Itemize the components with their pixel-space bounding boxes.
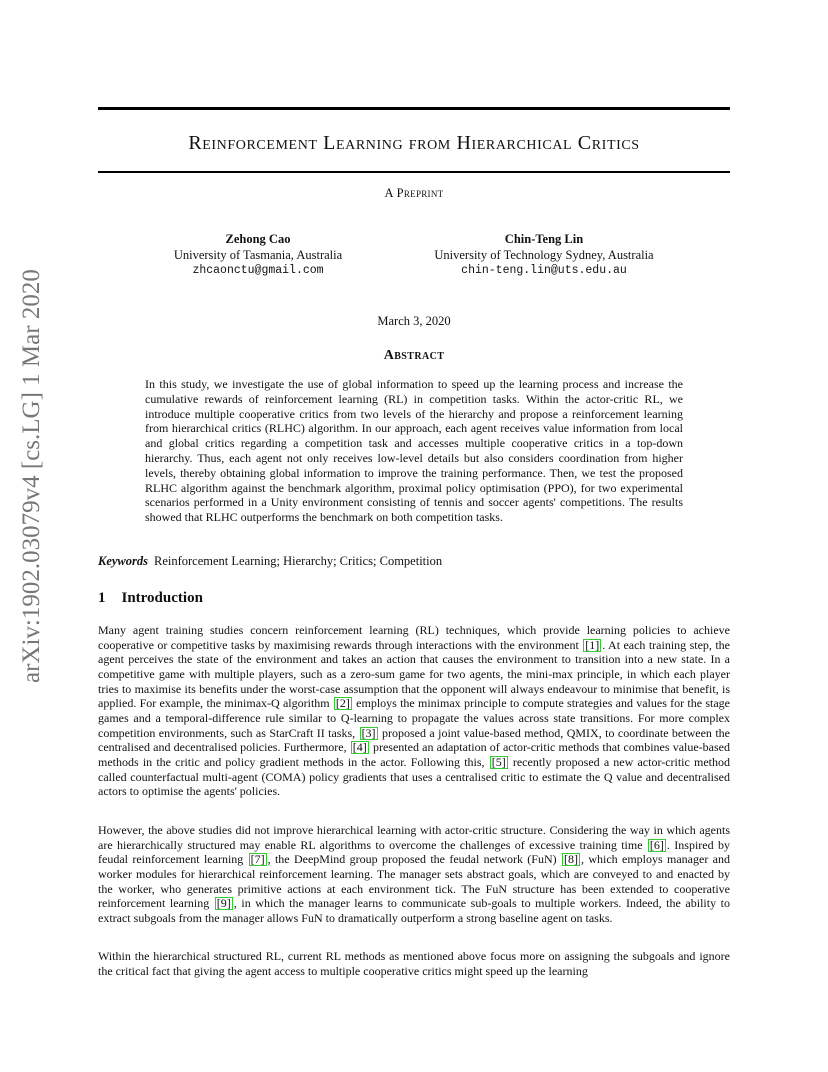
author-affiliation: University of Tasmania, Australia xyxy=(173,248,343,262)
text-run: Many agent training studies concern reinforcement learning (RL) techniques, which provide learning policies to achieve cooperative or competitive tasks by maximising rewards through interactions with the environment xyxy=(98,623,730,652)
text-run: presented an adaptation of actor-critic methods that combines value-based methods in the critic and policy gradient methods in the actor. Following this, xyxy=(98,740,731,769)
paper-title: Reinforcement Learning from Hierarchical Critics xyxy=(188,132,640,154)
citation-link[interactable]: [2] xyxy=(335,696,350,711)
preprint-label: A Preprint xyxy=(384,186,444,200)
citation-link[interactable]: [9] xyxy=(216,896,231,911)
text-run: , the DeepMind group proposed the feudal network (FuN) xyxy=(267,852,561,867)
text-run: , which employs manager and worker modules for hierarchical reinforcement learning. The manager sets abstract goals, which are conveyed to and enacted by the worker, who generates primitive actions at each environment tick. The FuN structure has been extended to cooperative reinforcement learning xyxy=(98,852,730,911)
section-heading-introduction xyxy=(98,590,203,607)
author-name: Zehong Cao xyxy=(225,232,291,246)
paper-date: March 3, 2020 xyxy=(377,314,451,328)
author-email[interactable]: chin-teng.lin@uts.edu.au xyxy=(461,264,627,277)
text-run: . Inspired by feudal reinforcement learning xyxy=(98,837,730,867)
section-number: 1 xyxy=(98,590,106,606)
keywords-label: Keywords xyxy=(98,554,148,568)
abstract-text: In this study, we investigate the use of global information to speed up the learning process and increase the cumulative rewards of reinforcement learning (RL) in competition tasks. Within the actor-critic RL, we introduce multiple cooperative critics from two levels of the hierarchy and propose a reinforcement learning from hierarchical critics (RLHC) algorithm. In our approach, each agent receives value information from local and global critics regarding a competition task and accesses multiple cooperative critics in a top-down hierarchy. Thus, each agent not only receives low-level details but also considers coordination from higher levels, thereby obtaining global information to improve the training performance. Then, we test the proposed RLHC algorithm against the benchmark algorithm, proximal policy optimisation (PPO), for two experimental scenarios performed in a Unity environment consisting of tennis and soccer agents' competitions. The results showed that RLHC outperforms the benchmark on both competition tasks. xyxy=(145,377,683,525)
intro-paragraph-3: Within the hierarchical structured RL, current RL methods as mentioned above focus more on assigning the subgoals and ignore the critical fact that giving the agent access to multiple cooperative critics might speed up the learning xyxy=(98,949,730,978)
arxiv-stamp: arXiv:1902.03079v4 [cs.LG] 1 Mar 2020 xyxy=(18,269,45,683)
citation-link[interactable]: [7] xyxy=(250,852,265,867)
author-name: Chin-Teng Lin xyxy=(504,232,584,246)
author-block-2 xyxy=(404,231,684,279)
citation-link[interactable]: [4] xyxy=(352,740,367,755)
text-run: proposed a joint value-based method, QMIX, to coordinate between the centralised and decentralised policies. Furthermore, xyxy=(98,725,730,755)
citation-link[interactable]: [3] xyxy=(361,725,376,740)
abstract-heading: Abstract xyxy=(383,348,445,363)
citation-link[interactable]: [5] xyxy=(491,754,506,769)
section-title: Introduction xyxy=(121,590,203,606)
keywords-list: Reinforcement Learning; Hierarchy; Critics; Competition xyxy=(154,554,443,568)
title-rule-top xyxy=(98,107,730,110)
author-email[interactable]: zhcaonctu@gmail.com xyxy=(192,264,324,277)
intro-paragraph-1 xyxy=(98,623,730,799)
text-run: recently proposed a new actor-critic method called counterfactual multi-agent (COMA) policy gradients that uses a centralised critic to estimate the Q value and decentralised actors to optimise the agents' policies. xyxy=(98,754,731,799)
text-run: , in which the manager learns to communicate sub-goals to multiple workers. Indeed, the ability to extract subgoals from the manager allows FuN to dramatically outperform a strong baseline agent on tasks. xyxy=(98,896,730,925)
author-block-1 xyxy=(140,231,376,279)
intro-paragraph-2 xyxy=(98,823,730,926)
text-run: employs the minimax principle to compute strategies and values for the stage games and a temporal-difference rule similar to Q-learning to propagate the values across state transitions. For more complex competition environments, such as StarCraft II tasks, xyxy=(98,696,730,740)
citation-link[interactable]: [1] xyxy=(585,637,600,652)
title-rule-bottom xyxy=(98,171,730,173)
keywords-line xyxy=(98,554,730,569)
text-run: . At each training step, the agent perceives the state of the environment and takes an action that causes the environment to transition into a new state. In a competitive game with multiple players, such as a zero-sum game for two agents, the mini-max principle, in which each player tries to maximise its benefits under the worst-case assumption that the opponent will always endeavour to minimise that benefit, is applied. For example, the minimax-Q algorithm xyxy=(98,637,730,711)
citation-link[interactable]: [8] xyxy=(564,852,578,867)
author-affiliation: University of Technology Sydney, Australia xyxy=(434,248,654,262)
citation-link[interactable]: [6] xyxy=(649,837,664,852)
text-run: However, the above studies did not improve hierarchical learning with actor-critic structure. Considering the way in which agents are hierarchically structured may enable RL algorithms to overcome the challenges of excessive training time xyxy=(98,823,730,852)
